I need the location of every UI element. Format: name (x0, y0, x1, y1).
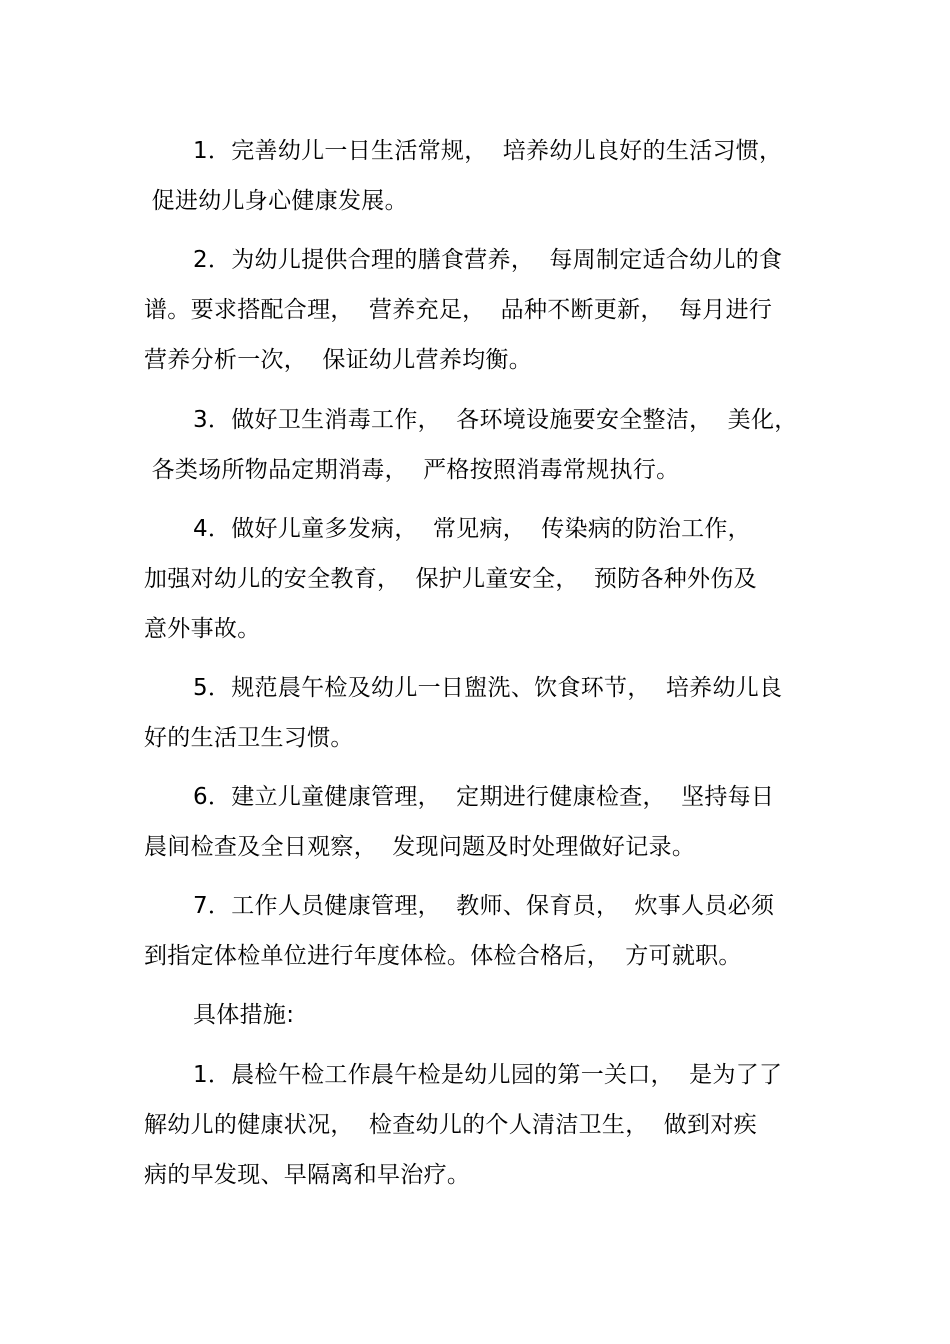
text-line: 5．规范晨午检及幼儿一日盥洗、饮食环节， 培养幼儿良 (193, 675, 783, 701)
text-line: 到指定体检单位进行年度体检。体检合格后， 方可就职。 (144, 943, 742, 969)
text-line: 2．为幼儿提供合理的膳食营养， 每周制定适合幼儿的食 (193, 247, 783, 273)
text-line: 晨间检查及全日观察， 发现问题及时处理做好记录。 (144, 834, 696, 860)
text-line: 营养分析一次， 保证幼儿营养均衡。 (144, 347, 533, 373)
text-line: 6．建立儿童健康管理， 定期进行健康检查， 坚持每日 (193, 784, 775, 810)
text-line: 7．工作人员健康管理， 教师、保育员， 炊事人员必须 (193, 893, 775, 919)
text-line: 病的早发现、早隔离和早治疗。 (144, 1162, 471, 1188)
text-line: 1．完善幼儿一日生活常规， 培养幼儿良好的生活习惯， (193, 138, 783, 164)
text-line: 好的生活卫生习惯。 (144, 725, 354, 751)
text-line: 促进幼儿身心健康发展。 (144, 188, 408, 214)
text-line: 3．做好卫生消毒工作， 各环境设施要安全整洁， 美化， (193, 407, 798, 433)
text-line: 4．做好儿童多发病， 常见病， 传染病的防治工作， (193, 516, 751, 542)
text-line: 意外事故。 (144, 616, 261, 642)
section-heading: 具体措施: (193, 1002, 295, 1028)
text-line: 谱。要求搭配合理， 营养充足， 品种不断更新， 每月进行 (144, 297, 773, 323)
text-line: 各类场所物品定期消毒， 严格按照消毒常规执行。 (144, 457, 680, 483)
text-line: 解幼儿的健康状况， 检查幼儿的个人清洁卫生， 做到对疾 (144, 1112, 757, 1138)
text-line: 加强对幼儿的安全教育， 保护儿童安全， 预防各种外伤及 (144, 566, 757, 592)
text-line: 1．晨检午检工作晨午检是幼儿园的第一关口， 是为了了 (193, 1062, 783, 1088)
